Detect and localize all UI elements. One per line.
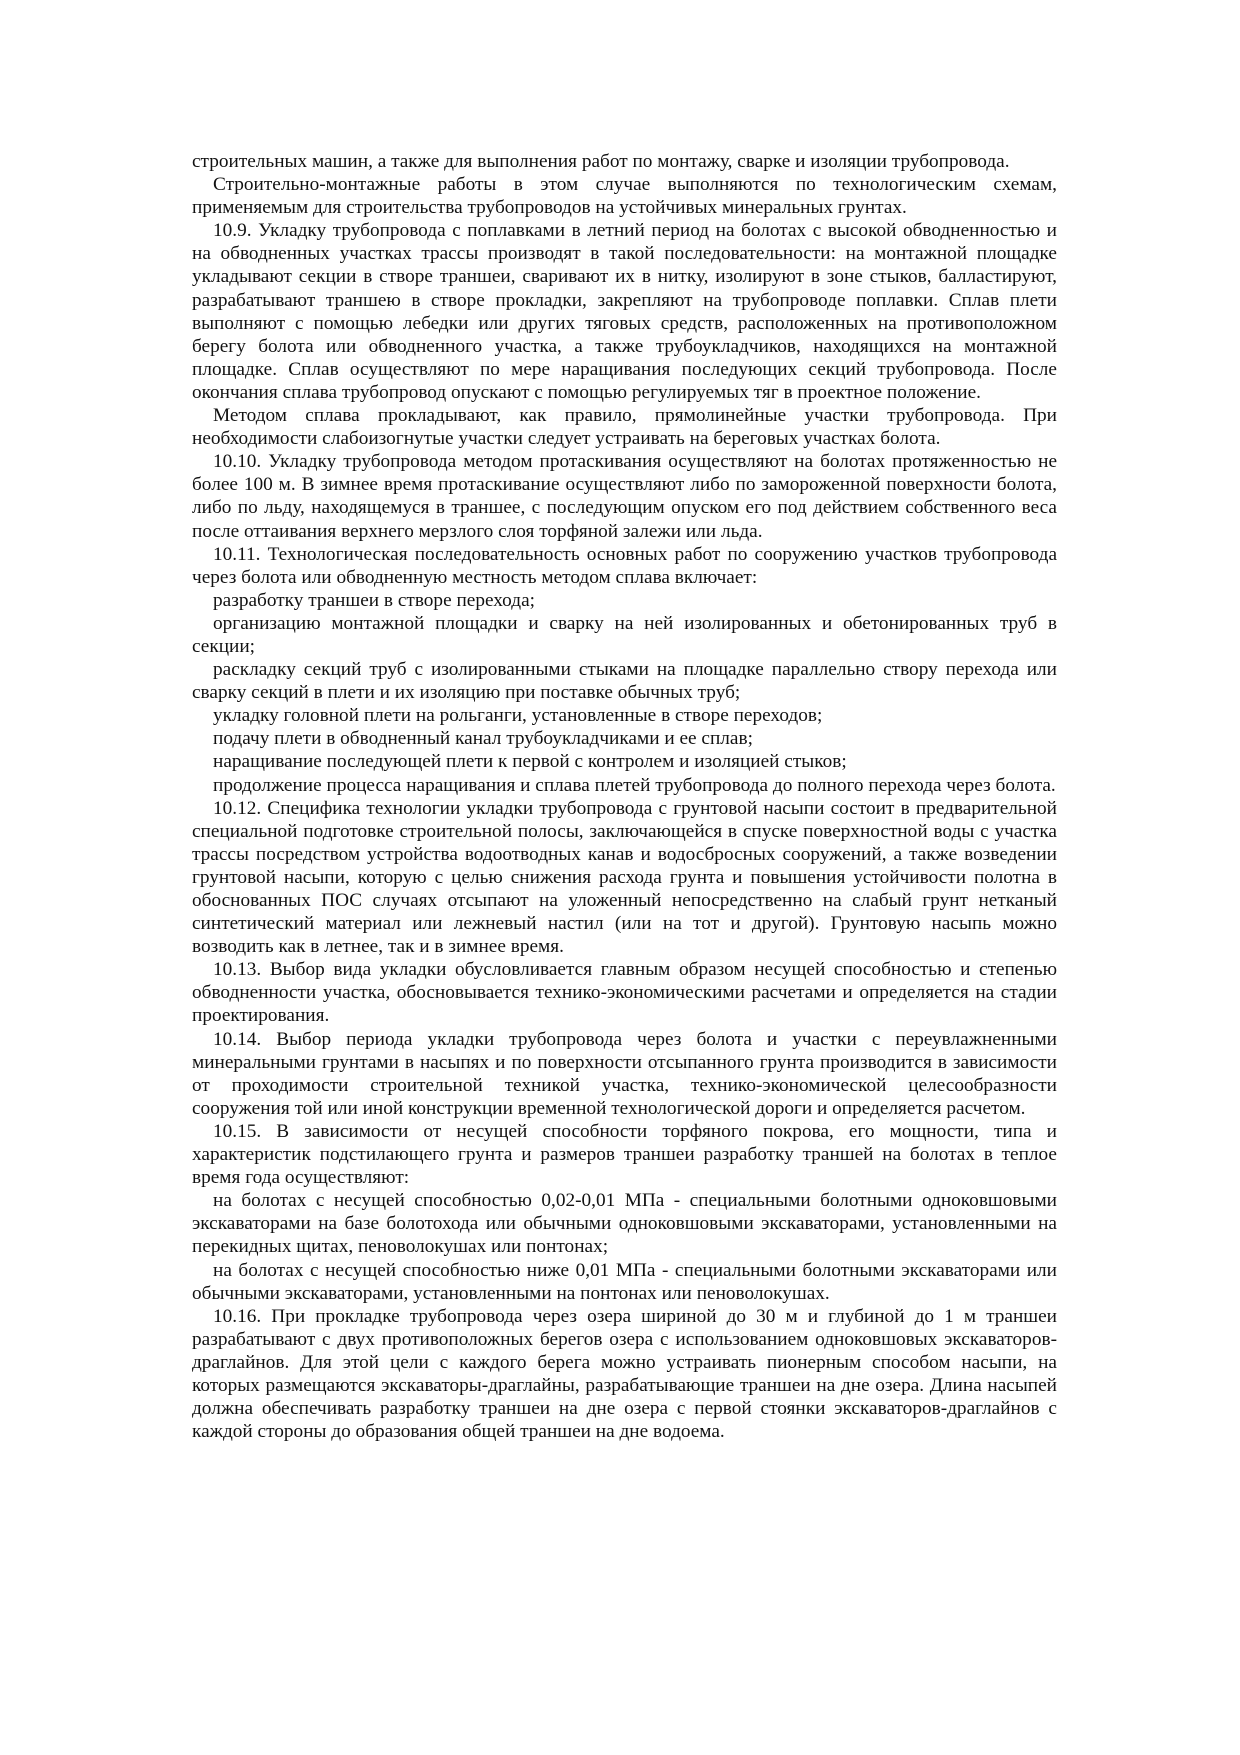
list-item: наращивание последующей плети к первой с контролем и изоляцией стыков;: [213, 751, 847, 773]
list-item: раскладку секций труб с изолированными стыками на площадке параллельно створу перехода или сварку секций в плети и их изоляцию при поставке обычных труб;: [192, 659, 1057, 704]
list-item: укладку головной плети на рольганги, установленные в створе переходов;: [213, 705, 823, 727]
list-item: на болотах с несущей способностью ниже 0,01 МПа - специальными болотными экскаваторами или обычными экскаваторами, установленными на понтонах или пеноволокушах.: [192, 1259, 1057, 1304]
list-item: на болотах с несущей способностью 0,02-0,01 МПа - специальными болотными одноковшовыми экскаваторами на базе болотохода или обычными одноковшовыми экскаваторами, установленными на перекидных щитах, пеноволокушах или понтонах;: [192, 1190, 1057, 1258]
document-page: [192, 150, 1057, 1443]
paragraph: строительных машин, а также для выполнения работ по монтажу, сварке и изоляции трубопровода.: [192, 151, 1010, 172]
paragraph: 10.14. Выбор периода укладки трубопровода через болота и участки с переувлажненными минеральными грунтами в насыпях и по поверхности отсыпанного грунта производится в зависимости от проходимости строительной техникой участка, технико-экономической целесообразности сооружения той или иной конструкции временной технологической дороги и определяется расчетом.: [192, 1028, 1057, 1119]
list-item: организацию монтажной площадки и сварку на ней изолированных и обетонированных труб в секции;: [192, 612, 1057, 657]
paragraph: 10.10. Укладку трубопровода методом протаскивания осуществляют на болотах протяженностью не более 100 м. В зимнее время протаскивание осуществляют либо по замороженной поверхности болота, либо по льду, находящемуся в траншее, с последующим опуском его под действием собственного веса после оттаивания верхнего мерзлого слоя торфяной залежи или льда.: [192, 451, 1057, 542]
paragraph: 10.12. Специфика технологии укладки трубопровода с грунтовой насыпи состоит в предварительной специальной подготовке строительной полосы, заключающейся в спуске поверхностной воды с участка трассы посредством устройства водоотводных канав и водосбросных сооружений, а также возведении грунтовой насыпи, которую с целью снижения расхода грунта и повышения устойчивости полотна в обоснованных ПОС случаях отсыпают на уложенный непосредственно на слабый грунт нетканый синтетический материал или лежневый настил (или на тот и другой). Грунтовую насыпь можно возводить как в летнее, так и в зимнее время.: [192, 797, 1057, 958]
list-item: продолжение процесса наращивания и сплава плетей трубопровода до полного перехода через болота.: [213, 774, 1056, 796]
paragraph: 10.9. Укладку трубопровода с поплавками в летний период на болотах с высокой обводненностью и на обводненных участках трассы производят в такой последовательности: на монтажной площадке укладывают секции в створе траншеи, сваривают их в нитку, изолируют в зоне стыков, балластируют, разрабатывают траншею в створе прокладки, закрепляют на трубопроводе поплавки. Сплав плети выполняют с помощью лебедки или других тяговых средств, расположенных на противоположном берегу болота или обводненного участка, а также трубоукладчиков, находящихся на монтажной площадке. Сплав осуществляют по мере наращивания последующих секций трубопровода. После окончания сплава трубопровод опускают с помощью регулируемых тяг в проектное положение.: [192, 220, 1057, 403]
paragraph: 10.16. При прокладке трубопровода через озера шириной до 30 м и глубиной до 1 м траншеи разрабатывают с двух противоположных берегов озера с использованием одноковшовых экскаваторов-драглайнов. Для этой цели с каждого берега можно устраивать пионерным способом насыпи, на которых размещаются экскаваторы-драглайны, разрабатывающие траншеи на дне озера. Длина насыпей должна обеспечивать разработку траншеи на дне озера с первой стоянки экскаваторов-драглайнов с каждой стороны до образования общей траншеи на дне водоема.: [192, 1305, 1057, 1443]
paragraph: 10.15. В зависимости от несущей способности торфяного покрова, его мощности, типа и характеристик подстилающего грунта и размеров траншеи разработку траншей на болотах в теплое время года осуществляют:: [192, 1120, 1057, 1189]
paragraph: Методом сплава прокладывают, как правило, прямолинейные участки трубопровода. При необходимости слабоизогнутые участки следует устраивать на береговых участках болота.: [192, 405, 1057, 450]
list-item: разработку траншеи в створе перехода;: [213, 589, 535, 611]
paragraph: 10.11. Технологическая последовательность основных работ по сооружению участков трубопровода через болота или обводненную местность методом сплава включает:: [192, 543, 1057, 588]
paragraph: 10.13. Выбор вида укладки обусловливается главным образом несущей способностью и степенью обводненности участка, обосновывается технико-экономическими расчетами и определяется на стадии проектирования.: [192, 959, 1057, 1027]
paragraph: Строительно-монтажные работы в этом случае выполняются по технологическим схемам, применяемым для строительства трубопроводов на устойчивых минеральных грунтах.: [192, 174, 1057, 219]
list-item: подачу плети в обводненный канал трубоукладчиками и ее сплав;: [213, 728, 753, 750]
